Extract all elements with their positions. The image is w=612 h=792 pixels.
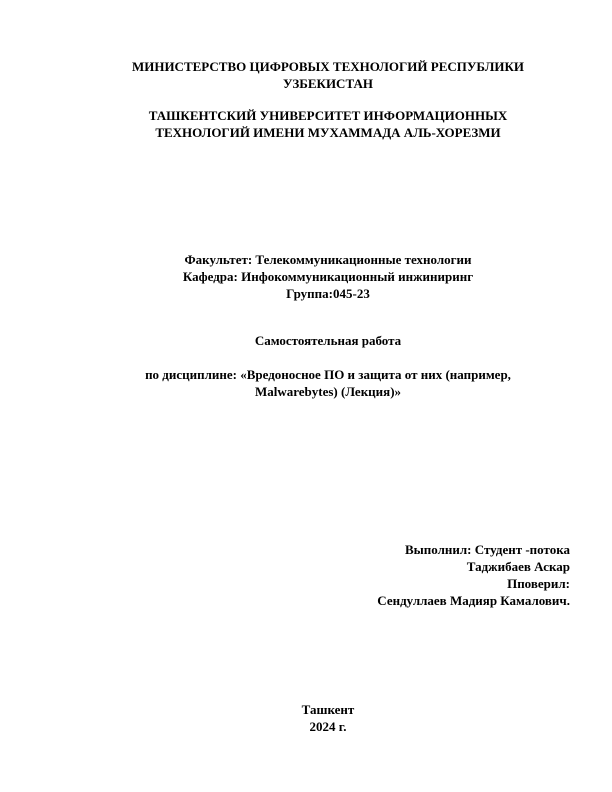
signature-block	[377, 541, 570, 609]
discipline-title	[70, 366, 586, 400]
discipline-line-2: Malwarebytes) (Лекция)»	[254, 384, 402, 399]
faculty-line: Факультет: Телекоммуникационные технологии	[184, 252, 472, 267]
group-line: Группа:045-23	[286, 286, 370, 301]
work-type-title	[70, 332, 586, 349]
ministry-line-1: МИНИСТЕРСТВО ЦИФРОВЫХ ТЕХНОЛОГИЙ РЕСПУБЛИКИ	[131, 59, 525, 74]
department-line: Кафедра: Инфокоммуникационный инжиниринг	[182, 269, 474, 284]
university-line-1: ТАШКЕНТСКИЙ УНИВЕРСИТЕТ ИНФОРМАЦИОННЫХ	[148, 108, 508, 123]
performed-by-label: Выполнил: Студент -потока	[404, 542, 570, 557]
ministry-line-2: УЗБЕКИСТАН	[283, 76, 373, 91]
ministry-heading	[70, 58, 586, 92]
city-label: Ташкент	[301, 702, 355, 717]
work-type-line: Самостоятельная работа	[254, 333, 402, 348]
university-heading	[70, 107, 586, 141]
university-line-2: ТЕХНОЛОГИЙ ИМЕНИ МУХАММАДА АЛЬ-ХОРЕЗМИ	[155, 125, 501, 140]
academic-details	[70, 251, 586, 302]
teacher-name: Сендуллаев Мадияр Камалович.	[377, 593, 570, 608]
footer-city-year	[70, 701, 586, 735]
checked-by-label: Пповерил:	[507, 576, 570, 591]
year-label: 2024 г.	[309, 719, 347, 734]
discipline-line-1: по дисциплине: «Вредоносное ПО и защита от них (например,	[145, 367, 511, 382]
student-name: Таджибаев Аскар	[466, 559, 570, 574]
